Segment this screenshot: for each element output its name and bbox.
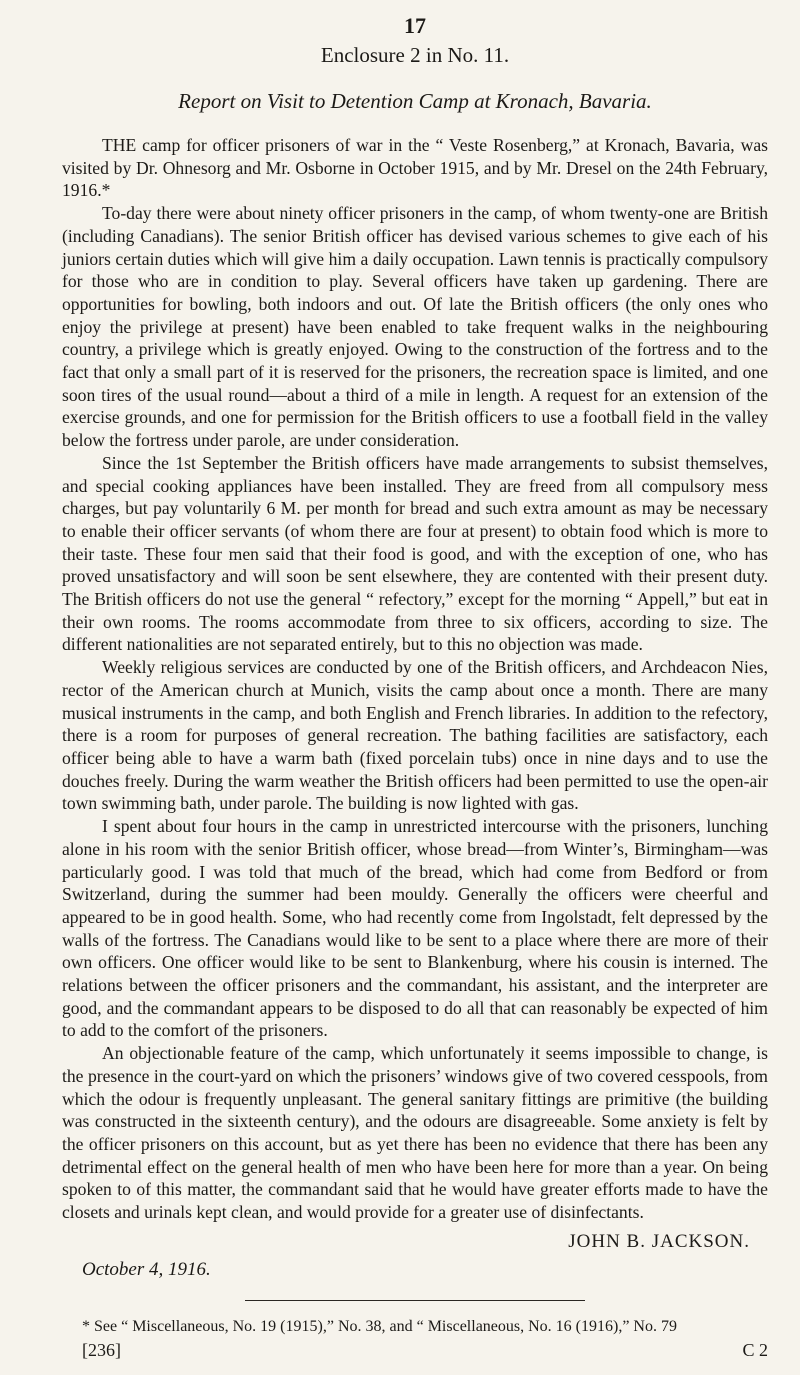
footer-print-number: [236]: [82, 1339, 121, 1360]
report-body: [62, 134, 768, 1224]
enclosure-heading: Enclosure 2 in No. 11.: [320, 43, 510, 67]
report-title: Report on Visit to Detention Camp at Kronach, Bavaria.: [178, 89, 652, 113]
paragraph-services: Weekly religious services are conducted by one of the British officers, and Archdeacon Nies, rector of the American church at Munich, visits the camp about once a month. There are many musical instruments in the camp, and both English and French libraries. In addition to the refectory, there is a room for purposes of general recreation. The bathing facilities are satisfactory, each officer being able to have a warm bath (fixed porcelain tubs) once in nine days and to use the douches freely. During the warm weather the British officers had been permitted to use the open-air town swimming bath, under parole. The building is now lighted with gas.: [62, 657, 768, 814]
footnote-divider: [245, 1300, 585, 1301]
paragraph-recreation: To-day there were about ninety officer prisoners in the camp, of whom twenty-one are British (including Canadians). The senior British officer has devised various schemes to give each of his juniors certain duties which will give him a daily occupation. Lawn tennis is practically compulsory for those who are in condition to play. Several officers have taken up gardening. There are opportunities for bowling, both indoors and out. Of late the British officers (the only ones who enjoy the privilege at present) have been enabled to take frequent walks in the neighbouring country, a privilege which is greatly enjoyed. Owing to the construction of the fortress and to the fact that only a small part of it is reserved for the prisoners, the recreation space is limited, and one soon tires of the usual round—about a third of a mile in length. A request for an extension of the exercise grounds, and one for permission for the British officers to use a football field in the valley below the fortress under parole, are under consideration.: [62, 203, 768, 451]
document-page: [62, 14, 768, 1361]
paragraph-intro: THE camp for officer prisoners of war in the “ Veste Rosenberg,” at Kronach, Bavaria, was visited by Dr. Ohnesorg and Mr. Osborne in October 1915, and by Mr. Dresel on the 24th February, 1916.*: [62, 135, 768, 201]
footer-signature-mark: C 2: [742, 1339, 768, 1360]
footnote: * See “ Miscellaneous, No. 19 (1915),” No. 38, and “ Miscellaneous, No. 16 (1916),” No. 79: [82, 1317, 677, 1335]
page-number: 17: [404, 13, 426, 38]
paragraph-visit: I spent about four hours in the camp in unrestricted intercourse with the prisoners, lunching alone in his room with the senior British officer, whose bread—from Winter’s, Birmingham—was particularly good. I was told that much of the bread, which had come from Bedford or from Switzerland, during the summer had been mouldy. Generally the officers were cheerful and appeared to be in good health. Some, who had recently come from Ingolstadt, felt depressed by the walls of the fortress. The Canadians would like to be sent to a place where there are more of their own officers. One officer would like to be sent to Blankenburg, where his cousin is interned. The relations between the officer prisoners and the commandant, his assistant, and the interpreter are good, and the commandant appears to be disposed to do all that can reasonably be expected of him to add to the comfort of the prisoners.: [62, 816, 768, 1041]
signature: JOHN B. JACKSON.: [568, 1230, 750, 1252]
report-date: October 4, 1916.: [82, 1258, 211, 1280]
paragraph-food: Since the 1st September the British officers have made arrangements to subsist themselves, and special cooking appliances have been installed. They are freed from all compulsory mess charges, but pay voluntarily 6 M. per month for bread and such extra amount as may be necessary to enable their officer servants (of whom there are four at present) to obtain food which is more to their taste. These four men said that their food is good, and with the exception of one, who has proved unsatisfactory and will soon be sent elsewhere, they are contented with their present duty. The British officers do not use the general “ refectory,” except for the morning “ Appell,” but eat in their own rooms. The rooms accommodate from three to six officers, according to size. The different nationalities are not separated entirely, but to this no objection was made.: [62, 452, 768, 655]
page-footer: [82, 1339, 768, 1361]
paragraph-sanitation: An objectionable feature of the camp, which unfortunately it seems impossible to change, is the presence in the court-yard on which the prisoners’ windows give of two covered cesspools, from which the odour is frequently unpleasant. The general sanitary fittings are primitive (the building was constructed in the sixteenth century), and the odours are disagreeable. Some anxiety is felt by the officer prisoners on this account, but as yet there has been no evidence that there has been any detrimental effect on the general health of men who have been here for more than a year. On being spoken to of this matter, the commandant said that he would have greater efforts made to have the closets and urinals kept clean, and would provide for a greater use of disinfectants.: [62, 1043, 768, 1223]
